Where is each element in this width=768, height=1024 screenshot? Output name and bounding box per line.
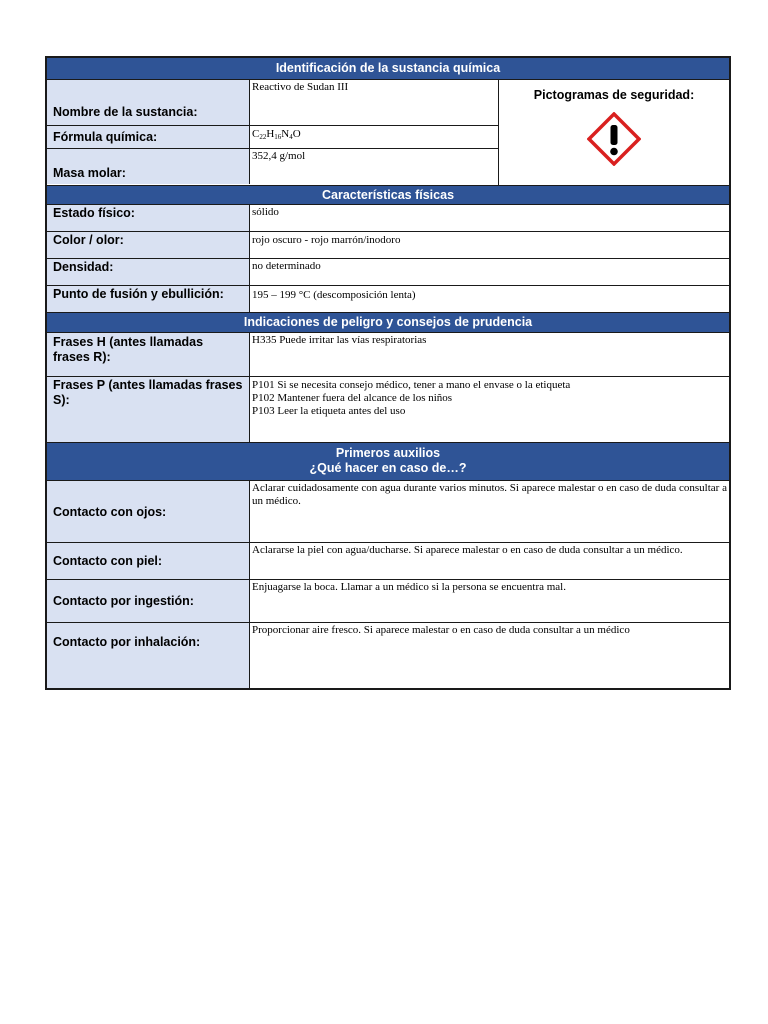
section-header-physical: Características físicas xyxy=(47,186,729,205)
safety-data-sheet xyxy=(45,56,731,690)
physical-row xyxy=(47,232,729,259)
formula-n: N xyxy=(281,128,290,140)
inhalation-label: Contacto por inhalación: xyxy=(47,623,250,688)
substance-name-label: Nombre de la sustancia: xyxy=(47,80,250,125)
section-header-hazards: Indicaciones de peligro y consejos de prudencia xyxy=(47,313,729,333)
first-aid-row xyxy=(47,623,729,688)
formula-n-count: 4 xyxy=(289,133,293,141)
substance-name-value: Reactivo de Sudan III xyxy=(252,81,349,93)
physical-row xyxy=(47,259,729,286)
formula-label: Fórmula química: xyxy=(47,126,250,148)
formula-h: H xyxy=(266,128,275,140)
h-phrases-value: H335 Puede irritar las vías respiratorias xyxy=(252,334,427,346)
p-phrases-row xyxy=(47,377,729,443)
skin-contact-label: Contacto con piel: xyxy=(47,543,250,579)
first-aid-row xyxy=(47,543,729,580)
first-aid-subtitle: ¿Qué hacer en caso de…? xyxy=(309,461,467,475)
pictograms-label: Pictogramas de seguridad: xyxy=(533,88,695,102)
eye-contact-label: Contacto con ojos: xyxy=(47,481,250,542)
physical-row xyxy=(47,205,729,232)
formula-c-count: 22 xyxy=(259,133,267,141)
identification-fields xyxy=(47,80,499,185)
formula-o: O xyxy=(292,128,301,140)
formula-h-count: 16 xyxy=(274,133,282,141)
skin-contact-value: Aclararse la piel con agua/ducharse. Si aparece malestar o en caso de duda consultar a un médico. xyxy=(252,544,683,556)
p-phrases-value xyxy=(250,377,729,442)
exclamation-mark-diamond-icon xyxy=(587,112,641,166)
formula-row xyxy=(47,126,498,149)
density-value: no determinado xyxy=(252,260,321,272)
color-odor-value: rojo oscuro - rojo marrón/inodoro xyxy=(252,234,401,246)
density-label: Densidad: xyxy=(47,259,250,285)
p-phrase-item: P102 Mantener fuera del alcance de los niños xyxy=(252,392,453,404)
pictograms-cell xyxy=(499,80,729,185)
p-phrase-item: P103 Leer la etiqueta antes del uso xyxy=(252,405,406,417)
first-aid-row xyxy=(47,481,729,543)
ingestion-label: Contacto por ingestión: xyxy=(47,580,250,622)
physical-state-value: sólido xyxy=(252,206,279,218)
eye-contact-value: Aclarar cuidadosamente con agua durante varios minutos. Si aparece malestar o en caso de duda consultar a un médico. xyxy=(252,482,727,507)
identification-block xyxy=(47,80,729,186)
first-aid-row xyxy=(47,580,729,623)
melting-boiling-label: Punto de fusión y ebullición: xyxy=(47,286,250,312)
molar-mass-row xyxy=(47,149,498,184)
substance-name-row xyxy=(47,80,498,126)
h-phrases-row xyxy=(47,333,729,377)
inhalation-value: Proporcionar aire fresco. Si aparece malestar o en caso de duda consultar a un médico xyxy=(252,624,630,636)
section-header-first-aid xyxy=(47,443,729,481)
melting-boiling-value: 195 – 199 °C (descomposición lenta) xyxy=(252,289,416,301)
color-odor-label: Color / olor: xyxy=(47,232,250,258)
ingestion-value: Enjuagarse la boca. Llamar a un médico si la persona se encuentra mal. xyxy=(252,581,566,593)
molar-mass-value: 352,4 g/mol xyxy=(252,150,306,162)
molar-mass-label: Masa molar: xyxy=(47,149,250,184)
p-phrases-label: Frases P (antes llamadas frases S): xyxy=(47,377,250,442)
formula-c: C xyxy=(252,128,260,140)
physical-state-label: Estado físico: xyxy=(47,205,250,231)
first-aid-title: Primeros auxilios xyxy=(335,446,441,460)
formula-value xyxy=(250,126,498,148)
p-phrase-item: P101 Si se necesita consejo médico, tener a mano el envase o la etiqueta xyxy=(252,379,571,391)
section-header-identification: Identificación de la sustancia química xyxy=(47,58,729,80)
h-phrases-label: Frases H (antes llamadas frases R): xyxy=(47,333,250,376)
physical-row xyxy=(47,286,729,313)
